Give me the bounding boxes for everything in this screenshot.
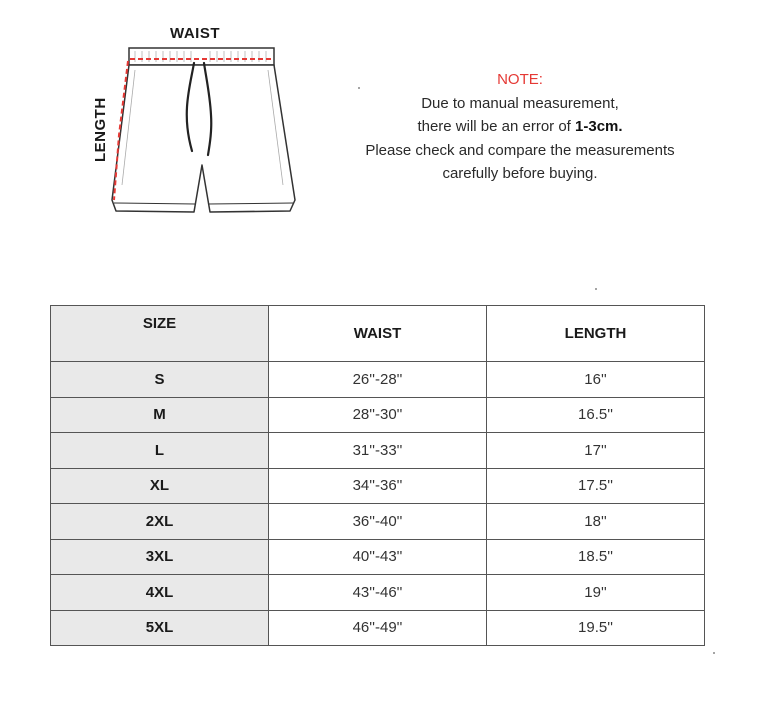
note-line-3: Please check and compare the measurements [365, 141, 675, 159]
header-size: SIZE [51, 306, 269, 362]
table-row [51, 362, 705, 398]
note-error-range: 1-3cm. [575, 118, 623, 135]
table-row [51, 468, 705, 504]
header-length: LENGTH [487, 306, 705, 362]
table-row [51, 433, 705, 469]
length-cell: 19'' [487, 575, 705, 611]
size-cell: S [51, 362, 269, 398]
note-line-2-prefix: there will be an error of [417, 118, 576, 135]
length-cell: 16'' [487, 362, 705, 398]
length-cell: 19.5'' [487, 610, 705, 646]
waist-cell: 26''-28'' [269, 362, 487, 398]
header-waist: WAIST [269, 306, 487, 362]
table-header-row [51, 306, 705, 362]
speck [713, 652, 715, 654]
size-cell: XL [51, 468, 269, 504]
waist-cell: 28''-30'' [269, 397, 487, 433]
note-line-2 [320, 115, 720, 139]
size-cell: 5XL [51, 610, 269, 646]
length-cell: 18'' [487, 504, 705, 540]
table-row [51, 539, 705, 575]
size-cell: L [51, 433, 269, 469]
waist-cell: 36''-40'' [269, 504, 487, 540]
table-row [51, 504, 705, 540]
shorts-body [112, 65, 295, 212]
waist-cell: 40''-43'' [269, 539, 487, 575]
waist-cell: 34''-36'' [269, 468, 487, 504]
table-row [51, 575, 705, 611]
length-label: LENGTH [92, 97, 109, 162]
table-row [51, 397, 705, 433]
waist-cell: 46''-49'' [269, 610, 487, 646]
shorts-diagram [80, 15, 320, 225]
size-cell: M [51, 397, 269, 433]
size-cell: 4XL [51, 575, 269, 611]
note-title: NOTE: [497, 71, 543, 88]
length-cell: 17.5'' [487, 468, 705, 504]
note-line-1: Due to manual measurement, [421, 94, 619, 112]
length-cell: 17'' [487, 433, 705, 469]
measurement-note [320, 68, 720, 186]
length-cell: 16.5'' [487, 397, 705, 433]
length-cell: 18.5'' [487, 539, 705, 575]
speck [595, 288, 597, 290]
speck [358, 87, 360, 89]
size-chart-table [50, 305, 705, 646]
waist-label: WAIST [170, 25, 220, 42]
note-line-4: carefully before buying. [442, 165, 598, 182]
size-cell: 3XL [51, 539, 269, 575]
size-cell: 2XL [51, 504, 269, 540]
table-row [51, 610, 705, 646]
waist-cell: 43''-46'' [269, 575, 487, 611]
waist-cell: 31''-33'' [269, 433, 487, 469]
